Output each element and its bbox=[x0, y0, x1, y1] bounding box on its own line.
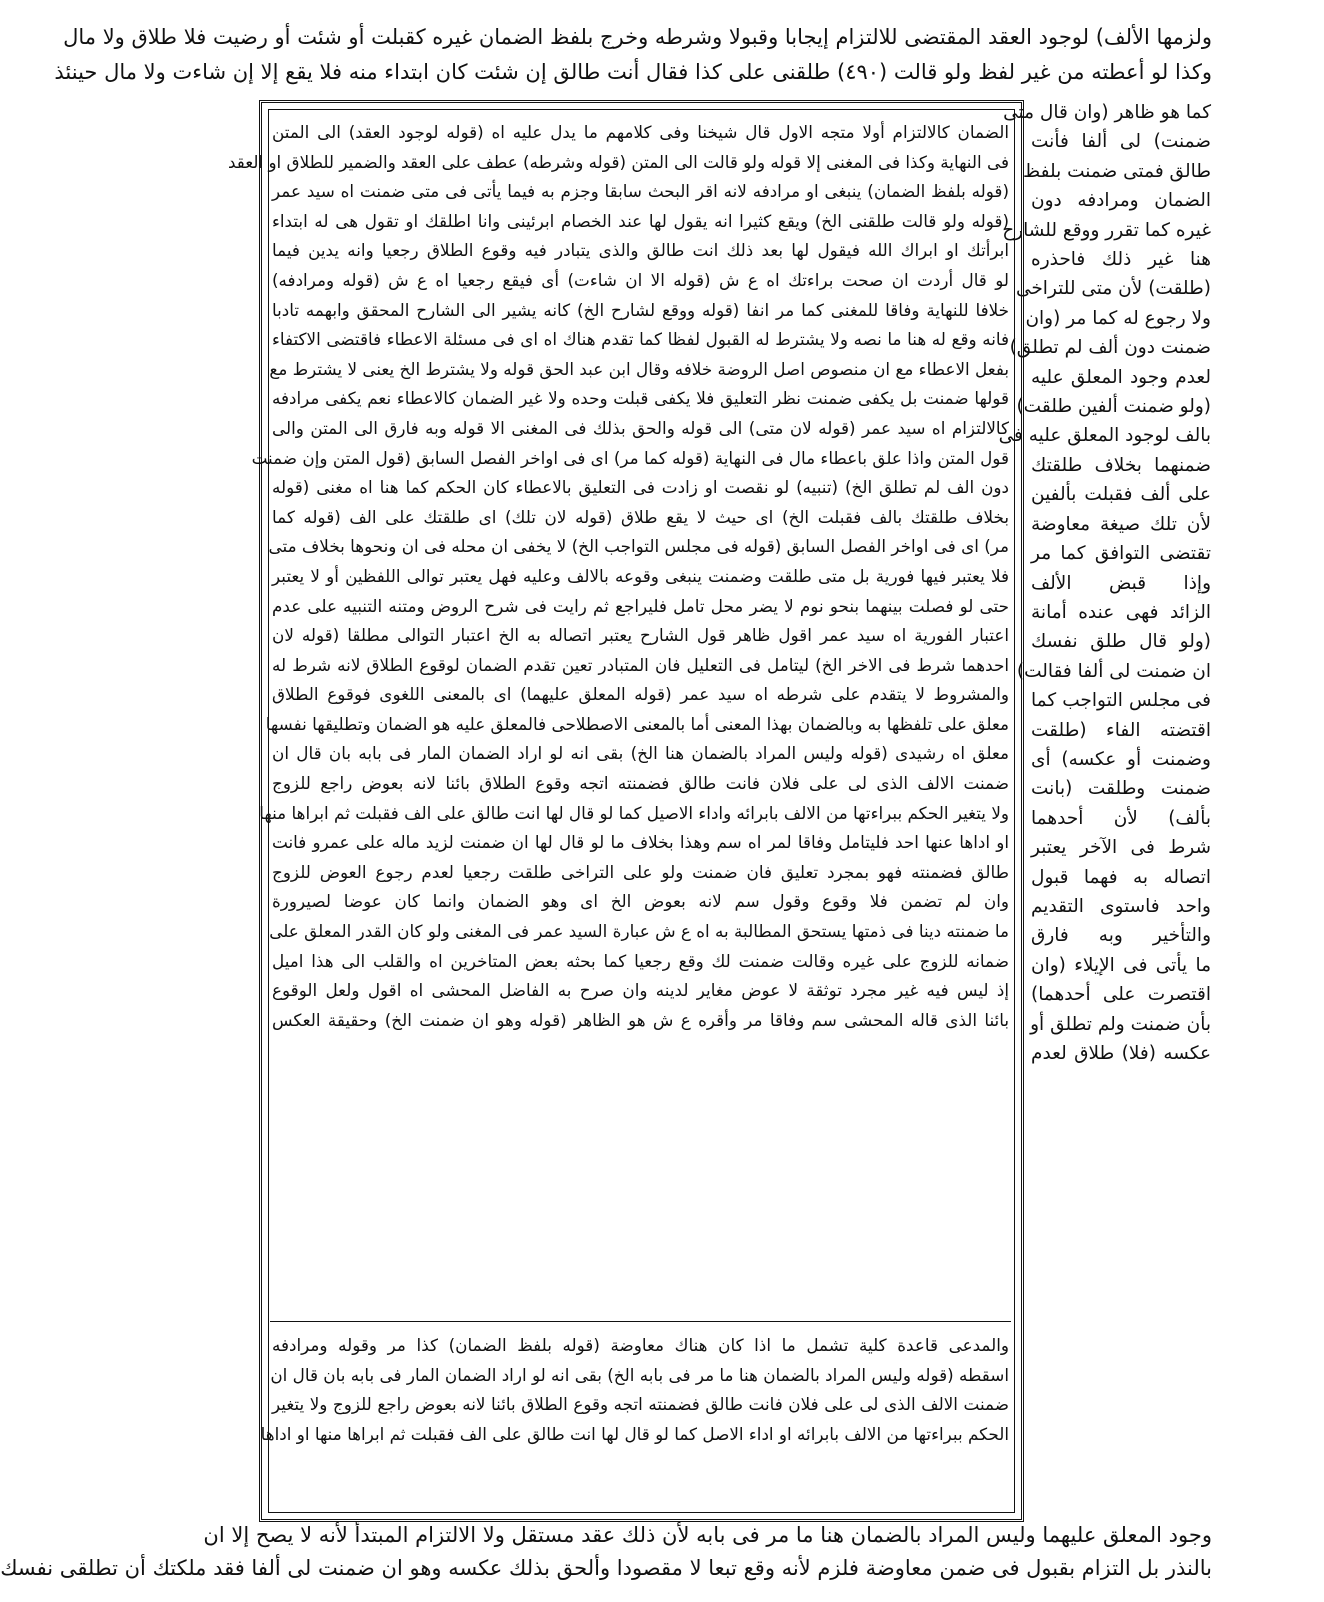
side-text-line: وإذا قبض الألف bbox=[1031, 572, 1211, 594]
commentary-line: وان لم تضمن فلا وقوع وقول سم لانه بعوض الخ اى وهو الضمان وانما كان عوضا لصيرورة bbox=[272, 891, 1009, 912]
side-text-line: ضمنت وطلقت (بانت bbox=[1031, 778, 1211, 800]
commentary-line: (قوله بلفظ الضمان) ينبغى او مرادفه لانه اقر البحث سابقا وجزم به فيما يأتى فى متى ضمنت اه سيد عمر bbox=[272, 181, 1009, 202]
side-text-line: ضمنت دون ألف لم تطلق) bbox=[1009, 337, 1211, 359]
commentary-line: فانه وقع له هنا ما نصه ولا يشترط له القبول لفظا كما تقدم هناك اه اى فى مسئلة الاعطاء فاقتضى الاكتفاء bbox=[272, 329, 1009, 350]
side-text-line: ضمنهما بخلاف طلقتك bbox=[1031, 454, 1211, 476]
commentary-line: ضمنت الالف الذى لى على فلان فانت طالق فضمنته اتجه وقوع الطلاق بائنا لانه بعوض راجع للزوج bbox=[272, 773, 1009, 794]
side-text-line: بالف لوجود المعلق عليه فى bbox=[998, 425, 1211, 447]
side-text-line: كما هو ظاهر (وان قال متى bbox=[1003, 102, 1211, 123]
commentary-line: بفعل الاعطاء مع ان منصوص اصل الروضة خلافه وقال ابن عبد الحق قوله ولا يشترط الخ يعنى لا يشترط مع bbox=[269, 358, 1009, 379]
main-text-line-1: ولزمها الألف) لوجود العقد المقتضى للالتزام إيجابا وقبولا وشرطه وخرج بلفظ الضمان غيره كقبلت أو شئت أو رضيت فلا طلاق ولا مال bbox=[63, 25, 1212, 49]
commentary-line: دون الف لم تطلق الخ) (تنبيه) لو نقصت او زادت فى التعليق بالاعطاء كان الحكم كما هنا اه مغنى (قوله bbox=[272, 477, 1009, 498]
commentary-line: اعتبار الفورية اه سيد عمر اقول ظاهر قول الشارح يعتبر اتصاله به الخ اعتبار التوالى مطلقا (قوله لان bbox=[272, 625, 1009, 646]
commentary-line: فلا يعتبر فيها فورية بل متى طلقت وضمنت ينبغى وقوعه بالالف وعليه فهل يعتبر توالى اللفظين أو لا يعتبر bbox=[272, 565, 1009, 586]
side-text-line: ولا رجوع له كما مر (وان bbox=[1025, 307, 1211, 329]
side-text-line: فى مجلس التواجب كما bbox=[1031, 690, 1211, 712]
lower-commentary-line: والمدعى قاعدة كلية تشمل ما اذا كان هناك معاوضة (قوله بلفظ الضمان) كذا مر وقوله ومرادفه bbox=[272, 1335, 1009, 1355]
commentary-line: بخلاف طلقتك بالف فقبلت الخ) اى حيث لا يقع طلاق (قوله لان تلك) اى طلقتك على الف (قوله كما bbox=[272, 506, 1009, 527]
commentary-line: إذ ليس فيه غير مجرد توثقة لا عوض مغاير لدينه وان صرح به الفاضل المحشى اه اقول ولعل الوقوع bbox=[272, 980, 1009, 1001]
lower-commentary-text bbox=[260, 1331, 1009, 1501]
commentary-line: ولا يتغير الحكم ببراءتها من الالف بابرائه واداء الاصيل كما لو قال لها انت طالق على الف فقبلت ثم ابراها منها bbox=[259, 802, 1009, 823]
commentary-line: فى النهاية وكذا فى المغنى إلا قوله ولو قالت الى المتن (قوله وشرطه) عطف على العقد والضمير للطلاق او العقد bbox=[227, 151, 1009, 172]
side-text-line: لأن تلك صيغة معاوضة bbox=[1031, 513, 1211, 535]
commentary-line: مر) اى فى اواخر الفصل السابق (قوله فى مجلس التواجب الخ) لا يخفى ان محله فى ان ونحوها بخلاف متى bbox=[268, 536, 1009, 557]
commentary-line: لو قال أردت ان صحت براءتك اه ع ش (قوله الا ان شاءت) أى فيقع رجعيا اه ع ش (قوله ومرادفه) bbox=[272, 269, 1009, 290]
commentary-frame bbox=[227, 100, 1024, 1522]
lower-commentary-line: ضمنت الالف الذى لى على فلان فانت طالق فضمنته اتجه وقوع الطلاق بائنا لانه بعوض راجع للزوج ولا يتغير bbox=[272, 1394, 1009, 1415]
side-text-line: (ولو قال طلق نفسك bbox=[1031, 631, 1211, 653]
side-text-line: بألف) لأن أحدهما bbox=[1031, 807, 1211, 829]
commentary-line: معلق اه رشيدى (قوله وليس المراد بالضمان هنا الخ) بقى انه لو اراد الضمان المار فى بابه بان قال ان bbox=[272, 743, 1009, 764]
side-text-line: ضمنت) لى ألفا فأنت bbox=[1031, 131, 1211, 153]
commentary-line: معلق على تلفظها به وبالضمان بهذا المعنى أما بالمعنى الاصطلاحى فالمعلق عليه هو الضمان وتطليقها نفسها bbox=[265, 713, 1009, 734]
side-text-line: اقتصرت على أحدهما) bbox=[1031, 984, 1211, 1006]
side-text-line: طالق فمتى ضمنت بلفظ bbox=[1023, 160, 1211, 182]
lower-commentary-line: الحكم ببراءتها من الالف بابرائه او اداء الاصل كما لو قال لها انت طالق على الف فقبلت ثم ابراها منها او اداها bbox=[260, 1423, 1009, 1444]
commentary-line: احدهما شرط فى الاخر الخ) ليتامل فى التعليل فان المتبادر تعين تقدم الضمان لوقوع الطلاق لانه شرط له bbox=[272, 654, 1009, 675]
commentary-text bbox=[227, 118, 1009, 1313]
side-text-line: والتأخير وبه فارق bbox=[1031, 925, 1211, 947]
side-text-line: (طلقت) لأن متى للتراخى bbox=[1015, 278, 1211, 300]
side-text-line: هنا غير ذلك فاحذره bbox=[1031, 249, 1211, 271]
side-text-line: عكسه (فلا) طلاق لعدم bbox=[1031, 1043, 1211, 1064]
side-text-line: غيره كما تقرر ووقع للشارح bbox=[1002, 219, 1211, 241]
side-text-line: اتصاله به فهما قبول bbox=[1031, 866, 1211, 888]
side-text-line: (ولو ضمنت ألفين طلقت) bbox=[1016, 396, 1211, 418]
main-text-line-bottom-2: بالنذر بل التزام بقبول فى ضمن معاوضة فلزم لأنه وقع تبعا لا مقصودا وألحق بذلك عكسه وهو ان ضمنت لى ألفا فقد ملكتك أن تطلقى نفسك bbox=[0, 1556, 1212, 1580]
side-main-text bbox=[998, 98, 1211, 1523]
side-text-line: على ألف فقبلت بألفين bbox=[1031, 484, 1211, 506]
side-text-line: اقتضته الفاء (طلقت bbox=[1031, 719, 1211, 741]
commentary-line: والمشروط لا يتقدم على شرطه اه سيد عمر (قوله المعلق عليهما) اى بالمعنى اللغوى فوقوع الطلاق bbox=[272, 684, 1009, 705]
side-text-line: ما يأتى فى الإيلاء (وان bbox=[1031, 954, 1211, 976]
commentary-divider bbox=[270, 1321, 1011, 1322]
side-text-line: تقتضى التوافق كما مر bbox=[1031, 543, 1211, 565]
commentary-line: خلافا للنهاية وفاقا للمغنى كما مر انفا (قوله ووقع لشارح الخ) كانه يشير الى الشارح المحقق وابهمه تادبا bbox=[272, 299, 1009, 320]
commentary-line: او اداها عنها احد فليتامل وفاقا لمر اه سم وهذا بخلاف ما لو قال لها ان ضمنت لزيد ماله على عمرو فانت bbox=[272, 832, 1009, 853]
side-text-line: واحد فاستوى التقديم bbox=[1031, 895, 1211, 917]
main-text-line-2: وكذا لو أعطته من غير لفظ ولو قالت (٤٩٠) طلقنى على كذا فقال أنت طالق إن شئت كان ابتداء منه فلا يقع إلا إن شاءت ولا مال حينئذ bbox=[54, 60, 1212, 84]
side-text-line: ان ضمنت لى ألفا فقالت) bbox=[1016, 660, 1211, 682]
commentary-line: كالالتزام اه سيد عمر (قوله لان متى) الى قوله والحق بذلك فى المغنى الا قوله وبه فارق الى المتن والى bbox=[272, 417, 1009, 438]
commentary-line: بائنا الذى قاله المحشى سم وفاقا مر وأقره ع ش هو الظاهر (قوله وهو ان ضمنت الخ) وحقيقة العكس bbox=[272, 1009, 1009, 1030]
side-text-line: وضمنت أو عكسه) أى bbox=[1031, 748, 1211, 770]
commentary-line: قولها ضمنت بل يكفى ضمنت نظر التعليق فلا يكفى قبلت وحده ولا غير الضمان كالاعطاء نعم يكفى مرادفه bbox=[272, 388, 1009, 409]
main-text-line-bottom-1: وجود المعلق عليهما وليس المراد بالضمان هنا ما مر فى بابه لأن ذلك عقد مستقل ولا الالتزام المبتدأ لأنه لا يصح إلا ان bbox=[203, 1523, 1212, 1547]
side-text-line: بأن ضمنت ولم تطلق أو bbox=[1030, 1013, 1211, 1035]
side-text-line: لعدم وجود المعلق عليه bbox=[1031, 366, 1211, 388]
commentary-line: قول المتن واذا علق باعطاء مال فى النهاية (قوله كما مر) اى فى اواخر الفصل السابق (قول المتن وإن ضمنت bbox=[251, 447, 1009, 468]
commentary-line: ضمانه للزوج على غيره وقالت ضمنت لك وقع رجعيا كما بحثه بعض المتاخرين اه والقلب الى هذا اميل bbox=[272, 950, 1009, 971]
commentary-line: ابرأتك او ابراك الله فيقول لها بعد ذلك انت طالق والذى يتبادر فيه وقوع الطلاق رجعيا وانه يدين فيما bbox=[272, 240, 1009, 261]
commentary-line: ما ضمنته دينا فى ذمتها يستحق المطالبة به اه ع ش عبارة السيد عمر فى المغنى ولو كان القدر المعلق على bbox=[269, 921, 1009, 942]
commentary-line: حتى لو فصلت بينهما بنحو نوم لا يضر محل تامل فليراجع ثم رايت فى شرح الروض ومتنه التنبيه على عدم bbox=[272, 595, 1009, 616]
side-text-line: الزائد فهى عنده أمانة bbox=[1031, 601, 1211, 623]
commentary-line: (قوله ولو قالت طلقنى الخ) ويقع كثيرا انه يقول لها عند الخصام ابرئينى وانا اطلقك او تقول هى له ابتداء bbox=[272, 210, 1009, 231]
side-text-line: الضمان ومرادفه دون bbox=[1031, 190, 1211, 212]
lower-commentary-line: اسقطه (قوله وليس المراد بالضمان هنا ما مر فى بابه الخ) بقى انه لو اراد الضمان المار فى بابه بان قال ان bbox=[270, 1364, 1009, 1385]
commentary-line: طالق فضمنته فهو بمجرد تعليق فان ضمنت ولو على التراخى طلقت رجعيا لعدم رجوع العوض للزوج bbox=[272, 861, 1009, 882]
side-text-line: شرط فى الآخر يعتبر bbox=[1031, 837, 1211, 859]
commentary-line: الضمان كالالتزام أولا متجه الاول قال شيخنا وفى كلامهم ما يدل عليه اه (قوله لوجود العقد) الى المتن bbox=[272, 122, 1009, 142]
